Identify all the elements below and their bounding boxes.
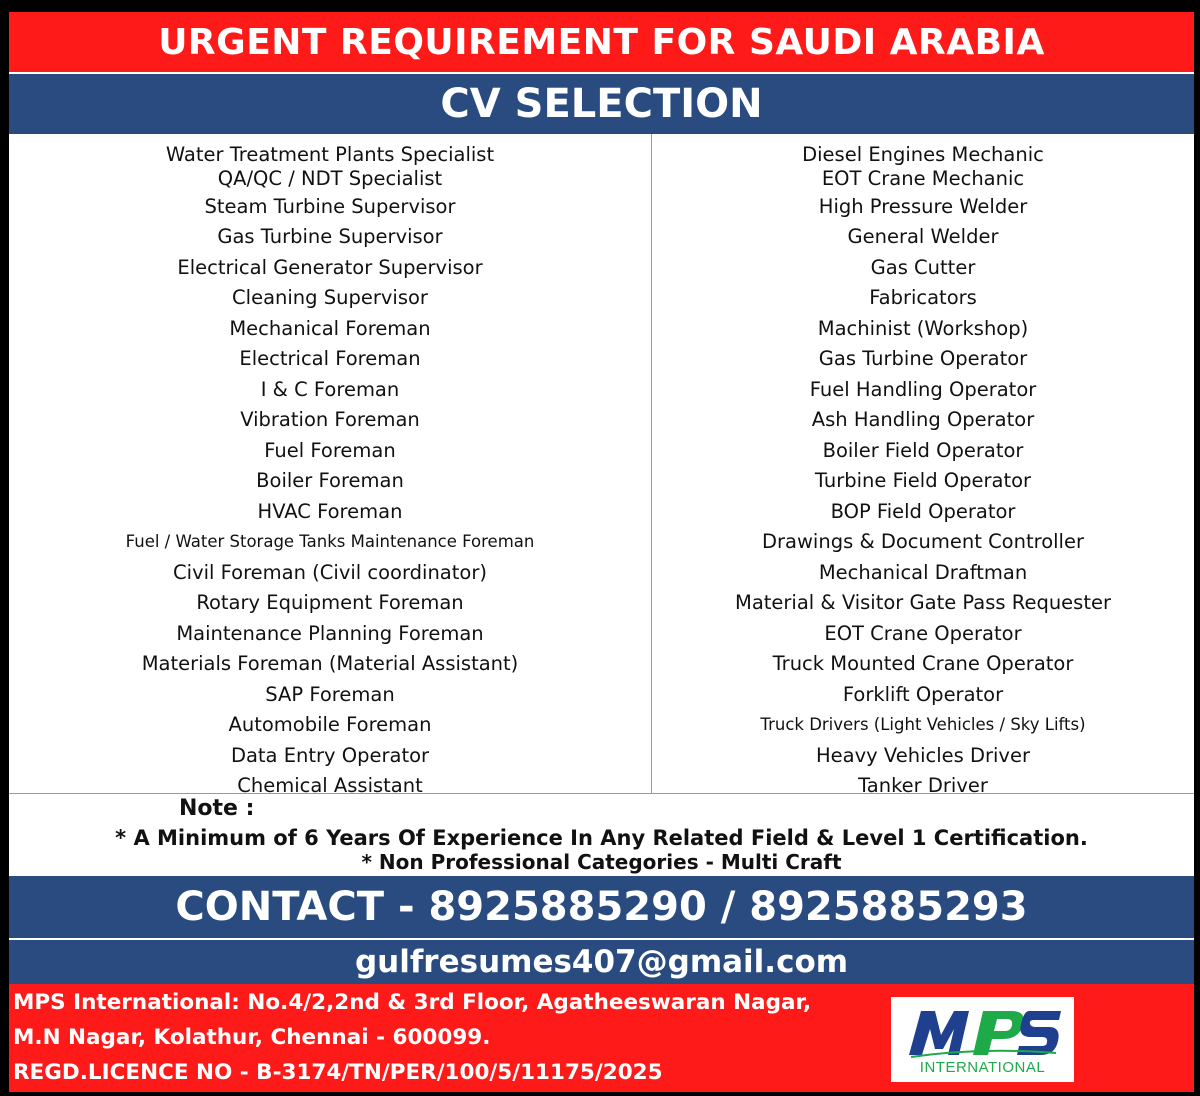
poster [9, 12, 1194, 1092]
right-job-item: Fuel Handling Operator [809, 378, 1037, 401]
right-job-item: General Welder [847, 225, 999, 248]
left-job-item: Rotary Equipment Foreman [196, 591, 464, 614]
right-job-item: Heavy Vehicles Driver [816, 744, 1030, 767]
contact-email: gulfresumes407@gmail.com [354, 944, 849, 980]
left-job-item: Water Treatment Plants Specialist [165, 143, 495, 166]
note-line-categories: * Non Professional Categories - Multi Craft [361, 850, 842, 874]
right-job-item: Drawings & Document Controller [762, 530, 1084, 553]
right-job-item: Gas Turbine Operator [818, 347, 1028, 370]
contact-banner [9, 876, 1194, 938]
left-job-item: Electrical Generator Supervisor [177, 256, 483, 279]
right-job-item: Truck Drivers (Light Vehicles / Sky Lifts) [760, 715, 1086, 734]
left-job-item: Cleaning Supervisor [232, 286, 428, 309]
page-subtitle: CV SELECTION [440, 81, 763, 127]
address-line-1: MPS International: No.4/2,2nd & 3rd Floor, Agatheeswaran Nagar, [13, 990, 812, 1015]
contact-phones: CONTACT - 8925885290 / 8925885293 [175, 884, 1028, 930]
page-title: URGENT REQUIREMENT FOR SAUDI ARABIA [158, 21, 1045, 63]
mps-logo [891, 997, 1074, 1082]
right-job-item: Mechanical Draftman [818, 561, 1028, 584]
left-job-item: Data Entry Operator [230, 744, 430, 767]
email-banner [9, 938, 1194, 984]
left-job-item: Maintenance Planning Foreman [176, 622, 484, 645]
left-job-item: Gas Turbine Supervisor [217, 225, 443, 248]
left-job-item: Civil Foreman (Civil coordinator) [173, 561, 487, 584]
right-job-item: EOT Crane Operator [824, 622, 1022, 645]
left-job-item: SAP Foreman [265, 683, 395, 706]
note-section [9, 794, 1194, 876]
right-job-item: Turbine Field Operator [814, 469, 1032, 492]
right-job-item: Forklift Operator [842, 683, 1004, 706]
right-job-item: EOT Crane Mechanic [821, 167, 1025, 190]
job-list-area [9, 134, 1194, 797]
right-job-item: Diesel Engines Mechanic [802, 143, 1044, 166]
left-job-item: Materials Foreman (Material Assistant) [141, 652, 519, 675]
subtitle-banner [9, 72, 1194, 134]
licence-number: REGD.LICENCE NO - B-3174/TN/PER/100/5/11175/2025 [13, 1060, 663, 1085]
left-job-item: Steam Turbine Supervisor [204, 195, 456, 218]
left-job-item: Chemical Assistant [237, 774, 423, 797]
right-job-item: Gas Cutter [870, 256, 976, 279]
right-job-item: Machinist (Workshop) [817, 317, 1029, 340]
address-line-2: M.N Nagar, Kolathur, Chennai - 600099. [13, 1025, 491, 1050]
right-job-item: Material & Visitor Gate Pass Requester [735, 591, 1111, 614]
right-job-item: Ash Handling Operator [811, 408, 1035, 431]
left-job-item: Boiler Foreman [256, 469, 404, 492]
right-job-item: Truck Mounted Crane Operator [772, 652, 1074, 675]
mps-logo-subtext: INTERNATIONAL [919, 1059, 1046, 1076]
left-job-item: Mechanical Foreman [229, 317, 431, 340]
job-column-left [9, 134, 652, 797]
left-job-item: QA/QC / NDT Specialist [217, 167, 443, 190]
address-banner [9, 984, 1194, 1092]
right-job-item: BOP Field Operator [830, 500, 1016, 523]
title-banner [9, 12, 1194, 72]
right-job-item: High Pressure Welder [818, 195, 1028, 218]
left-job-item: Fuel / Water Storage Tanks Maintenance Foreman [125, 532, 535, 551]
right-job-item: Boiler Field Operator [822, 439, 1024, 462]
left-job-item: I & C Foreman [260, 378, 400, 401]
left-job-item: Fuel Foreman [264, 439, 396, 462]
left-job-item: Vibration Foreman [240, 408, 420, 431]
note-line-experience: * A Minimum of 6 Years Of Experience In Any Related Field & Level 1 Certification. [115, 826, 1088, 850]
note-label: Note : [179, 796, 255, 821]
left-job-item: Automobile Foreman [228, 713, 432, 736]
job-column-right [652, 134, 1194, 797]
left-job-item: HVAC Foreman [257, 500, 403, 523]
left-job-item: Electrical Foreman [239, 347, 421, 370]
right-job-item: Tanker Driver [858, 774, 988, 797]
right-job-item: Fabricators [869, 286, 977, 309]
